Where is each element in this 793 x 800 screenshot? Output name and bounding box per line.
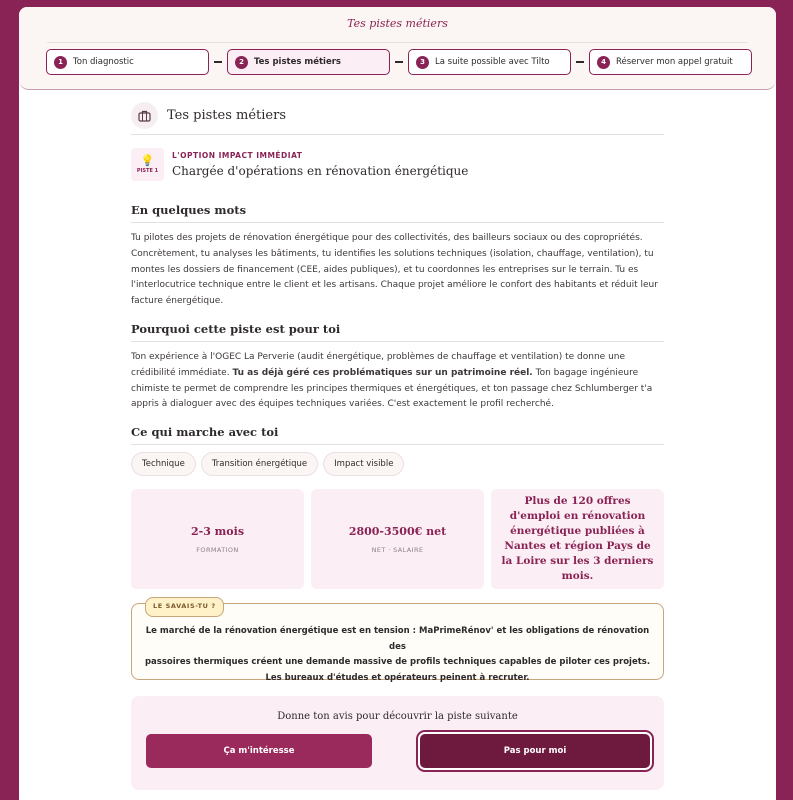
step-connector (214, 61, 222, 63)
stat-salaire (311, 489, 484, 589)
header-divider (47, 42, 748, 43)
piste-badge (131, 148, 164, 181)
not-for-me-button[interactable]: Pas pour moi (420, 734, 650, 768)
heading-en-quelques-mots: En quelques mots (131, 203, 664, 223)
step-connector (395, 61, 403, 63)
stat-salaire-value: 2800-3500€ net (348, 524, 447, 538)
step-label: Ton diagnostic (73, 57, 134, 67)
heading-ce-qui-marche: Ce qui marche avec toi (131, 425, 664, 445)
step-label: Tes pistes métiers (254, 57, 341, 67)
feedback-panel (131, 696, 664, 790)
step-number: 4 (597, 56, 610, 69)
chip-technique: Technique (131, 452, 196, 476)
stat-formation-label: FORMATION (196, 545, 239, 554)
section-header (131, 107, 664, 135)
step-number: 3 (416, 56, 429, 69)
did-you-know-line: passoires thermiques créent une demande massive de profils techniques capables de piloter ces projets. (144, 657, 651, 668)
step-number: 2 (235, 56, 248, 69)
stat-salaire-label: NET · SALAIRE (371, 545, 424, 554)
stat-offres-text: Plus de 120 offres d'emploi en rénovation énergétique publiées à Nantes et région Pays de la Loire sur les 3 derniers mois. (501, 495, 654, 583)
piste-title: Chargée d'opérations en rénovation énergétique (172, 164, 469, 178)
text-pourquoi-intro: Ton expérience à l'OGEC La Perverie (audit énergétique, problèmes de chauffage et ventilation) te donne une crédibilité immédiate. (131, 351, 626, 378)
did-you-know-line: Les bureaux d'études et opérateurs peinent à recruter. (265, 672, 530, 683)
header-title: Tes pistes métiers (347, 17, 448, 30)
feedback-title: Donne ton avis pour découvrir la piste suivante (277, 711, 518, 723)
interested-button[interactable]: Ça m'intéresse (146, 734, 372, 768)
text-pourquoi-highlight: Tu as déjà géré ces problématiques sur un patrimoine réel. (232, 367, 533, 378)
step-reserver-appel[interactable] (589, 49, 752, 75)
text-pourquoi (131, 350, 664, 413)
main-card (19, 7, 776, 800)
step-connector (576, 61, 584, 63)
section-en-quelques-mots (131, 203, 664, 310)
stats-row (131, 489, 664, 589)
text-en-quelques-mots: Tu pilotes des projets de rénovation énergétique pour des collectivités, des bailleurs sociaux ou des copropriétés. Concrètement, tu analyses les bâtiments, tu identifies les solutions techniques (isolation, chauffage, ventilation), tu montes les dossiers de financement (CEE, aides publiques), et tu coordonnes les entreprises sur le terrain. Tu es l'interlocutrice technique entre le client et les artisans. Chaque projet améliore le confort des habitants et réduit leur facture énergétique. (131, 233, 658, 307)
lightbulb-icon: 💡 (140, 154, 155, 167)
step-label: La suite possible avec Tilto (435, 57, 550, 67)
step-number: 1 (54, 56, 67, 69)
stepper (46, 49, 752, 75)
section-title: Tes pistes métiers (167, 108, 287, 123)
step-suite-tilto[interactable] (408, 49, 571, 75)
text-pourquoi-rest: Ton bagage ingénieure chimiste te permet de comprendre les principes thermiques et énergétiques, et ton passage chez Schlumberger t'a appris à dialoguer avec des équipes techniques variées. C'est exactement le profil recherché. (131, 367, 653, 410)
did-you-know-tag: LE SAVAIS-TU ? (145, 597, 224, 617)
strength-chips (131, 452, 664, 476)
piste-header (131, 148, 664, 181)
section-ce-qui-marche (131, 425, 664, 476)
stat-formation-value: 2-3 mois (190, 524, 245, 538)
step-diagnostic[interactable] (46, 49, 209, 75)
did-you-know-line: Le marché de la rénovation énergétique est en tension : MaPrimeRénov' et les obligations de rénovation des (145, 626, 650, 652)
step-pistes-metiers[interactable] (227, 49, 390, 75)
stat-offres (491, 489, 664, 589)
content (131, 107, 664, 790)
stat-formation (131, 489, 304, 589)
section-pourquoi (131, 322, 664, 413)
briefcase-icon (131, 102, 158, 129)
chip-transition-energetique: Transition énergétique (201, 452, 318, 476)
piste-overline: L'OPTION IMPACT IMMÉDIAT (172, 151, 303, 160)
heading-pourquoi: Pourquoi cette piste est pour toi (131, 322, 664, 342)
piste-badge-label: PISTE 1 (136, 168, 159, 174)
chip-impact-visible: Impact visible (323, 452, 404, 476)
progress-header (19, 7, 776, 90)
step-label: Réserver mon appel gratuit (616, 57, 733, 67)
did-you-know-box (131, 602, 664, 683)
